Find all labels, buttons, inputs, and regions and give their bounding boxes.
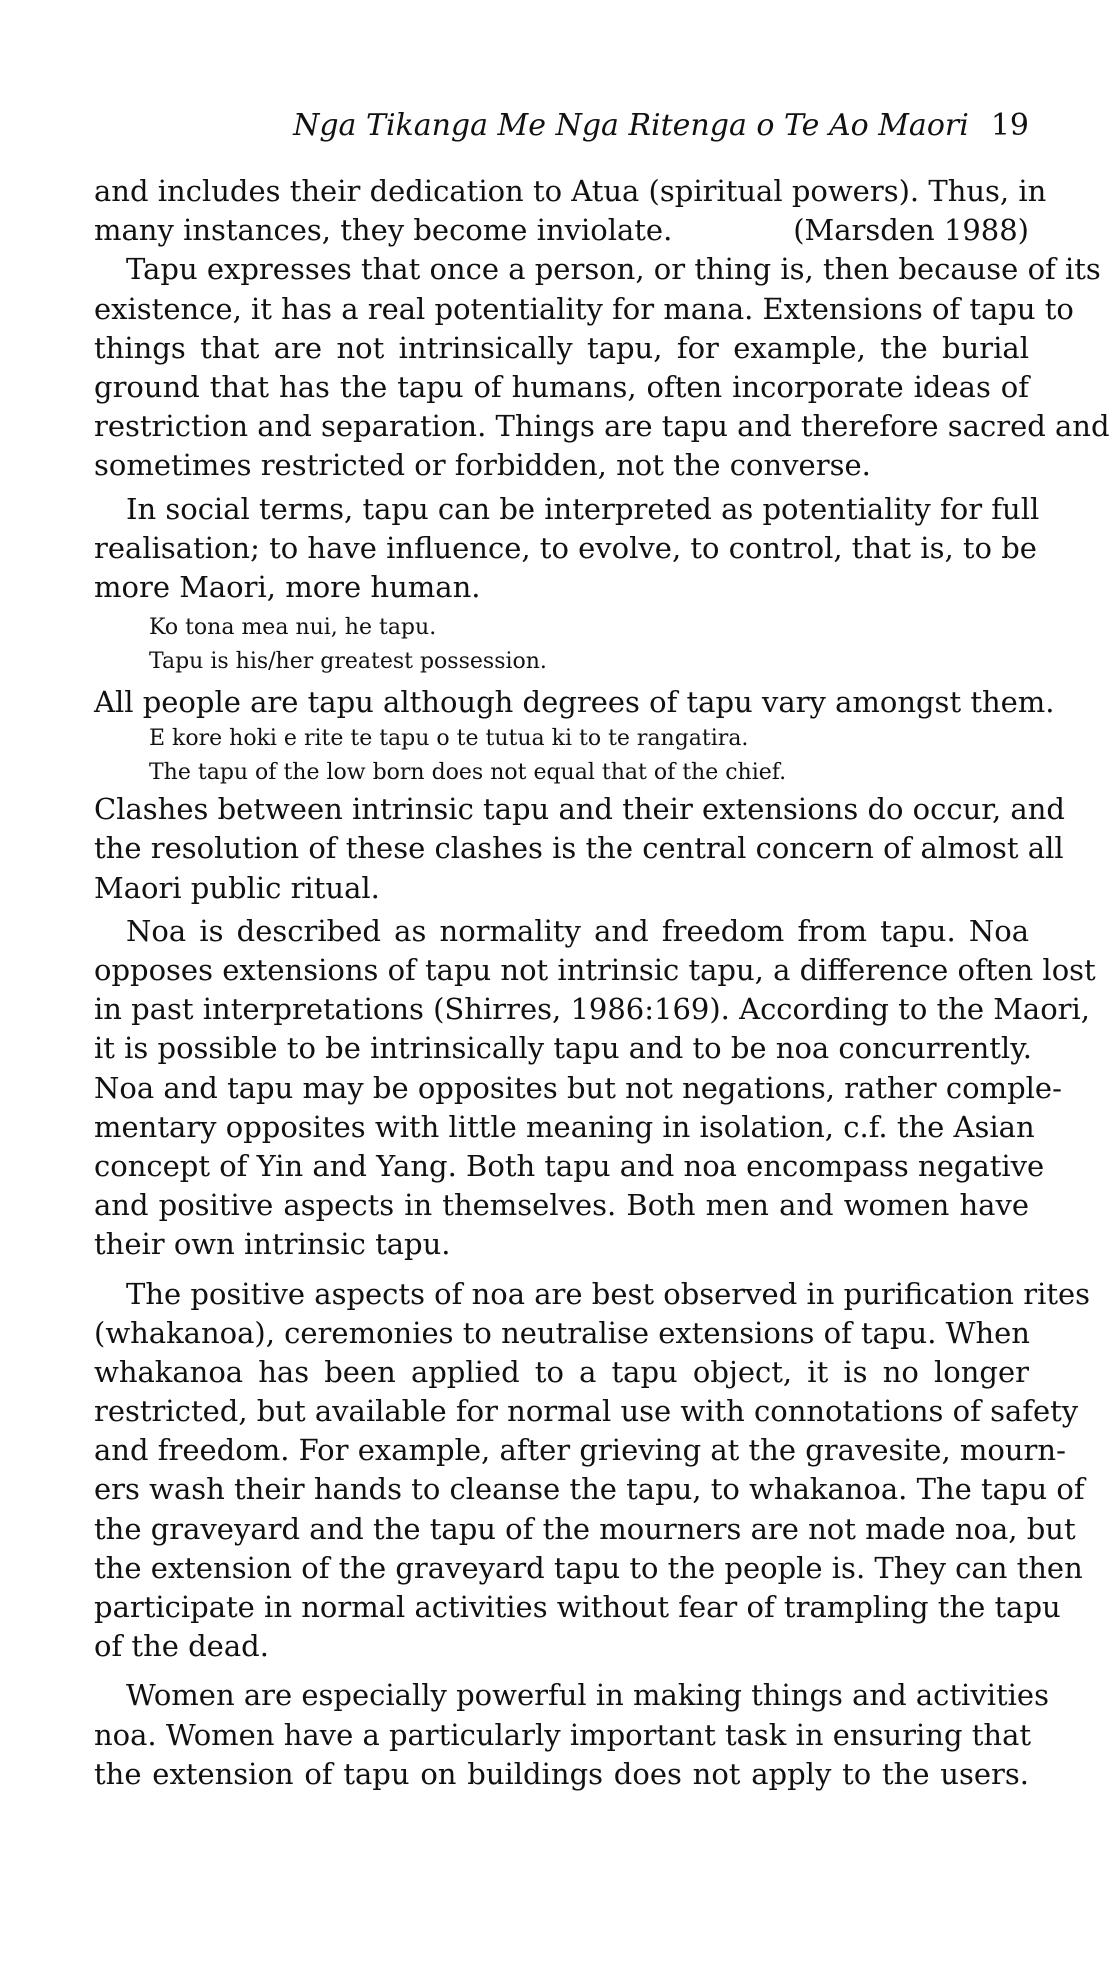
- paragraph-noa: [94, 912, 1096, 1265]
- text-line: Clashes between intrinsic tapu and their extensions do occur, and: [94, 792, 1065, 827]
- text-line: of the dead.: [94, 1629, 269, 1664]
- text-line: The positive aspects of noa are best observed in purification rites: [126, 1276, 1091, 1311]
- text-line: All people are tapu although degrees of tapu vary amongst them.: [94, 685, 1055, 720]
- paragraph-social-terms: [94, 490, 1040, 608]
- text-line: the extension of tapu on buildings does not apply to the users.: [94, 1756, 1029, 1791]
- text-line: mentary opposites with little meaning in isolation, c.f. the Asian: [94, 1109, 1035, 1144]
- proverb-translation: Tapu is his/her greatest possession.: [149, 649, 547, 675]
- text-line: existence, it has a real potentiality for mana. Extensions of tapu to: [94, 291, 1074, 326]
- paragraph-clashes: [94, 790, 1065, 908]
- text-line: more Maori, more human.: [94, 569, 481, 604]
- text-line: the resolution of these clashes is the central concern of almost all: [94, 831, 1064, 866]
- text-line: their own intrinsic tapu.: [94, 1227, 451, 1262]
- paragraph-all-people: [94, 683, 1055, 722]
- text-line: realisation; to have influence, to evolve, to control, that is, to be: [94, 530, 1037, 565]
- text-line: opposes extensions of tapu not intrinsic tapu, a difference often lost: [94, 953, 1096, 987]
- text-line: Maori public ritual.: [94, 870, 380, 905]
- text-line: the extension of the graveyard tapu to the people is. They can then: [94, 1550, 1083, 1585]
- page-number: 19: [990, 108, 1029, 143]
- text-line: and includes their dedication to Atua (spiritual powers). Thus, in: [94, 174, 1047, 208]
- text-line: (whakanoa), ceremonies to neutralise extensions of tapu. When: [94, 1315, 1030, 1350]
- proverb-maori: Ko tona mea nui, he tapu.: [149, 615, 437, 641]
- paragraph-women: [94, 1676, 1049, 1794]
- text-line: noa. Women have a particularly important task in ensuring that: [94, 1717, 1032, 1752]
- text-line: Noa and tapu may be opposites but not negations, rather comple-: [94, 1070, 1062, 1105]
- proverb-translation: The tapu of the low born does not equal that of the chief.: [149, 760, 787, 786]
- text-line: Tapu expresses that once a person, or thing is, then because of its: [126, 252, 1101, 287]
- text-line: in past interpretations (Shirres, 1986:169). According to the Maori,: [94, 992, 1091, 1027]
- text-line: whakanoa has been applied to a tapu object, it is no longer: [94, 1354, 1029, 1389]
- text-line: restriction and separation. Things are tapu and therefore sacred and: [94, 409, 1110, 444]
- text-line: and freedom. For example, after grieving at the gravesite, mourn-: [94, 1433, 1066, 1468]
- text-line: In social terms, tapu can be interpreted as potentiality for full: [126, 491, 1040, 526]
- text-line: ground that has the tapu of humans, often incorporate ideas of: [94, 369, 1029, 404]
- text-line: Noa is described as normality and freedom from tapu. Noa: [126, 913, 1029, 948]
- body-text: [94, 172, 1110, 1794]
- text-line: and positive aspects in themselves. Both men and women have: [94, 1188, 1029, 1223]
- text-line: many instances, they become inviolate.: [94, 213, 673, 248]
- citation: (Marsden 1988): [793, 213, 1029, 248]
- text-line-with-citation: [94, 211, 1029, 250]
- text-line: Women are especially powerful in making things and activities: [126, 1678, 1049, 1713]
- running-head-title: Nga Tikanga Me Nga Ritenga o Te Ao Maori: [293, 108, 969, 143]
- text-line: the graveyard and the tapu of the mourners are not made noa, but: [94, 1511, 1076, 1546]
- text-line: things that are not intrinsically tapu, for example, the burial: [94, 330, 1029, 365]
- paragraph-purification: [94, 1275, 1091, 1667]
- paragraph-tapu-expresses: [94, 250, 1110, 485]
- text-line: sometimes restricted or forbidden, not the converse.: [94, 448, 871, 483]
- paragraph-marsden-quote: [94, 172, 1047, 250]
- text-line: participate in normal activities without fear of trampling the tapu: [94, 1590, 1061, 1624]
- text-line: ers wash their hands to cleanse the tapu, to whakanoa. The tapu of: [94, 1472, 1085, 1507]
- text-line: it is possible to be intrinsically tapu and to be noa concurrently.: [94, 1031, 1032, 1066]
- text-line: concept of Yin and Yang. Both tapu and noa encompass negative: [94, 1148, 1045, 1183]
- running-head: [293, 108, 1029, 144]
- text-line: restricted, but available for normal use with connotations of safety: [94, 1394, 1079, 1429]
- proverb-block-2: [94, 722, 1029, 790]
- proverb-block-1: [94, 611, 1029, 679]
- proverb-maori: E kore hoki e rite te tapu o te tutua ki to te rangatira.: [149, 726, 749, 752]
